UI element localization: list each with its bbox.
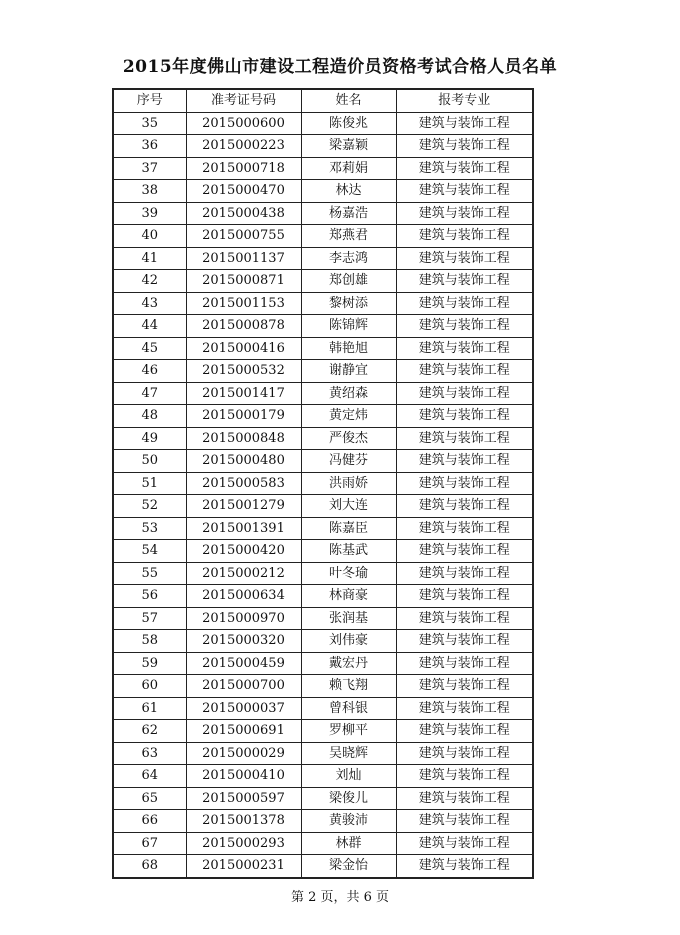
table-row bbox=[113, 787, 533, 810]
cell-major: 建筑与装饰工程 bbox=[396, 562, 533, 585]
cell-name: 刘灿 bbox=[301, 765, 396, 788]
cell-seq: 37 bbox=[113, 157, 186, 180]
cell-name: 刘伟豪 bbox=[301, 630, 396, 653]
cell-major: 建筑与装饰工程 bbox=[396, 810, 533, 833]
cell-seq: 45 bbox=[113, 337, 186, 360]
cell-ticket-number: 2015000848 bbox=[186, 427, 301, 450]
cell-major: 建筑与装饰工程 bbox=[396, 157, 533, 180]
cell-ticket-number: 2015000029 bbox=[186, 742, 301, 765]
cell-ticket-number: 2015001378 bbox=[186, 810, 301, 833]
cell-major: 建筑与装饰工程 bbox=[396, 517, 533, 540]
table-body bbox=[113, 112, 533, 878]
table-row bbox=[113, 832, 533, 855]
cell-ticket-number: 2015000970 bbox=[186, 607, 301, 630]
table-row bbox=[113, 157, 533, 180]
cell-name: 罗柳平 bbox=[301, 720, 396, 743]
cell-seq: 65 bbox=[113, 787, 186, 810]
cell-name: 黄定炜 bbox=[301, 405, 396, 428]
cell-major: 建筑与装饰工程 bbox=[396, 540, 533, 563]
table-row bbox=[113, 810, 533, 833]
cell-seq: 67 bbox=[113, 832, 186, 855]
table-row bbox=[113, 742, 533, 765]
cell-major: 建筑与装饰工程 bbox=[396, 697, 533, 720]
cell-name: 林商豪 bbox=[301, 585, 396, 608]
cell-major: 建筑与装饰工程 bbox=[396, 270, 533, 293]
table-row bbox=[113, 382, 533, 405]
cell-name: 梁俊儿 bbox=[301, 787, 396, 810]
cell-name: 黄绍森 bbox=[301, 382, 396, 405]
page-number: 第 2 页，共 6 页 bbox=[290, 890, 390, 905]
cell-name: 张润基 bbox=[301, 607, 396, 630]
table-row bbox=[113, 427, 533, 450]
cell-major: 建筑与装饰工程 bbox=[396, 472, 533, 495]
cell-name: 郑创雄 bbox=[301, 270, 396, 293]
cell-major: 建筑与装饰工程 bbox=[396, 427, 533, 450]
cell-ticket-number: 2015000179 bbox=[186, 405, 301, 428]
cell-ticket-number: 2015000420 bbox=[186, 540, 301, 563]
cell-ticket-number: 2015000416 bbox=[186, 337, 301, 360]
table-row bbox=[113, 450, 533, 473]
table-row bbox=[113, 540, 533, 563]
cell-ticket-number: 2015000871 bbox=[186, 270, 301, 293]
cell-name: 陈俊兆 bbox=[301, 112, 396, 135]
cell-major: 建筑与装饰工程 bbox=[396, 382, 533, 405]
cell-seq: 40 bbox=[113, 225, 186, 248]
cell-major: 建筑与装饰工程 bbox=[396, 135, 533, 158]
cell-seq: 50 bbox=[113, 450, 186, 473]
cell-major: 建筑与装饰工程 bbox=[396, 180, 533, 203]
cell-ticket-number: 2015000691 bbox=[186, 720, 301, 743]
cell-name: 严俊杰 bbox=[301, 427, 396, 450]
cell-major: 建筑与装饰工程 bbox=[396, 855, 533, 878]
cell-seq: 53 bbox=[113, 517, 186, 540]
cell-name: 黎树添 bbox=[301, 292, 396, 315]
cell-ticket-number: 2015000231 bbox=[186, 855, 301, 878]
cell-ticket-number: 2015000583 bbox=[186, 472, 301, 495]
cell-ticket-number: 2015000480 bbox=[186, 450, 301, 473]
cell-ticket-number: 2015000700 bbox=[186, 675, 301, 698]
cell-name: 韩艳旭 bbox=[301, 337, 396, 360]
cell-seq: 55 bbox=[113, 562, 186, 585]
header-major: 报考专业 bbox=[396, 89, 533, 112]
cell-major: 建筑与装饰工程 bbox=[396, 720, 533, 743]
cell-seq: 42 bbox=[113, 270, 186, 293]
cell-seq: 59 bbox=[113, 652, 186, 675]
cell-name: 谢静宜 bbox=[301, 360, 396, 383]
cell-ticket-number: 2015000212 bbox=[186, 562, 301, 585]
cell-name: 陈嘉臣 bbox=[301, 517, 396, 540]
table-row bbox=[113, 315, 533, 338]
cell-seq: 48 bbox=[113, 405, 186, 428]
cell-seq: 43 bbox=[113, 292, 186, 315]
cell-ticket-number: 2015000600 bbox=[186, 112, 301, 135]
cell-seq: 58 bbox=[113, 630, 186, 653]
cell-major: 建筑与装饰工程 bbox=[396, 112, 533, 135]
cell-name: 黄骏沛 bbox=[301, 810, 396, 833]
cell-name: 冯健芬 bbox=[301, 450, 396, 473]
cell-ticket-number: 2015001417 bbox=[186, 382, 301, 405]
cell-seq: 56 bbox=[113, 585, 186, 608]
table-row bbox=[113, 585, 533, 608]
table-row bbox=[113, 337, 533, 360]
header-ticket-number: 准考证号码 bbox=[186, 89, 301, 112]
cell-major: 建筑与装饰工程 bbox=[396, 405, 533, 428]
table-row bbox=[113, 630, 533, 653]
cell-major: 建筑与装饰工程 bbox=[396, 630, 533, 653]
table-row bbox=[113, 855, 533, 878]
cell-name: 林群 bbox=[301, 832, 396, 855]
cell-seq: 66 bbox=[113, 810, 186, 833]
header-name: 姓名 bbox=[301, 89, 396, 112]
table-row bbox=[113, 697, 533, 720]
cell-major: 建筑与装饰工程 bbox=[396, 247, 533, 270]
cell-ticket-number: 2015001137 bbox=[186, 247, 301, 270]
cell-major: 建筑与装饰工程 bbox=[396, 607, 533, 630]
table-row bbox=[113, 720, 533, 743]
cell-ticket-number: 2015000223 bbox=[186, 135, 301, 158]
cell-major: 建筑与装饰工程 bbox=[396, 585, 533, 608]
cell-name: 刘大连 bbox=[301, 495, 396, 518]
header-seq: 序号 bbox=[113, 89, 186, 112]
cell-major: 建筑与装饰工程 bbox=[396, 450, 533, 473]
table-row bbox=[113, 225, 533, 248]
cell-seq: 39 bbox=[113, 202, 186, 225]
cell-ticket-number: 2015000718 bbox=[186, 157, 301, 180]
table-row bbox=[113, 652, 533, 675]
cell-major: 建筑与装饰工程 bbox=[396, 832, 533, 855]
cell-major: 建筑与装饰工程 bbox=[396, 787, 533, 810]
cell-ticket-number: 2015000755 bbox=[186, 225, 301, 248]
cell-seq: 46 bbox=[113, 360, 186, 383]
cell-major: 建筑与装饰工程 bbox=[396, 202, 533, 225]
cell-name: 叶冬瑜 bbox=[301, 562, 396, 585]
cell-seq: 57 bbox=[113, 607, 186, 630]
cell-major: 建筑与装饰工程 bbox=[396, 225, 533, 248]
cell-major: 建筑与装饰工程 bbox=[396, 292, 533, 315]
cell-ticket-number: 2015000459 bbox=[186, 652, 301, 675]
table-row bbox=[113, 607, 533, 630]
cell-ticket-number: 2015001391 bbox=[186, 517, 301, 540]
table-row bbox=[113, 472, 533, 495]
table-row bbox=[113, 765, 533, 788]
cell-major: 建筑与装饰工程 bbox=[396, 315, 533, 338]
cell-ticket-number: 2015000438 bbox=[186, 202, 301, 225]
cell-ticket-number: 2015000410 bbox=[186, 765, 301, 788]
cell-seq: 60 bbox=[113, 675, 186, 698]
cell-seq: 52 bbox=[113, 495, 186, 518]
cell-seq: 64 bbox=[113, 765, 186, 788]
results-table bbox=[112, 88, 534, 879]
table-row bbox=[113, 405, 533, 428]
table-row bbox=[113, 517, 533, 540]
cell-major: 建筑与装饰工程 bbox=[396, 742, 533, 765]
cell-seq: 44 bbox=[113, 315, 186, 338]
cell-seq: 36 bbox=[113, 135, 186, 158]
cell-name: 梁金怡 bbox=[301, 855, 396, 878]
cell-name: 杨嘉浩 bbox=[301, 202, 396, 225]
cell-name: 梁嘉颖 bbox=[301, 135, 396, 158]
cell-major: 建筑与装饰工程 bbox=[396, 675, 533, 698]
table-row bbox=[113, 180, 533, 203]
cell-major: 建筑与装饰工程 bbox=[396, 495, 533, 518]
cell-ticket-number: 2015000634 bbox=[186, 585, 301, 608]
page-title: 2015年度佛山市建设工程造价员资格考试合格人员名单 bbox=[122, 57, 558, 77]
cell-seq: 47 bbox=[113, 382, 186, 405]
table-header-row bbox=[113, 89, 533, 112]
cell-name: 林达 bbox=[301, 180, 396, 203]
cell-seq: 51 bbox=[113, 472, 186, 495]
cell-seq: 35 bbox=[113, 112, 186, 135]
cell-ticket-number: 2015000293 bbox=[186, 832, 301, 855]
table-row bbox=[113, 360, 533, 383]
table-row bbox=[113, 135, 533, 158]
cell-seq: 54 bbox=[113, 540, 186, 563]
cell-major: 建筑与装饰工程 bbox=[396, 337, 533, 360]
cell-name: 曾科银 bbox=[301, 697, 396, 720]
cell-seq: 68 bbox=[113, 855, 186, 878]
cell-name: 郑燕君 bbox=[301, 225, 396, 248]
cell-major: 建筑与装饰工程 bbox=[396, 765, 533, 788]
cell-ticket-number: 2015001153 bbox=[186, 292, 301, 315]
cell-seq: 63 bbox=[113, 742, 186, 765]
cell-name: 戴宏丹 bbox=[301, 652, 396, 675]
table-row bbox=[113, 202, 533, 225]
table-row bbox=[113, 112, 533, 135]
cell-seq: 61 bbox=[113, 697, 186, 720]
table-row bbox=[113, 247, 533, 270]
cell-ticket-number: 2015000320 bbox=[186, 630, 301, 653]
cell-name: 赖飞翔 bbox=[301, 675, 396, 698]
cell-seq: 49 bbox=[113, 427, 186, 450]
cell-ticket-number: 2015000597 bbox=[186, 787, 301, 810]
cell-ticket-number: 2015000470 bbox=[186, 180, 301, 203]
table-row bbox=[113, 675, 533, 698]
cell-name: 邓莉娟 bbox=[301, 157, 396, 180]
cell-ticket-number: 2015001279 bbox=[186, 495, 301, 518]
cell-name: 李志鸿 bbox=[301, 247, 396, 270]
cell-ticket-number: 2015000532 bbox=[186, 360, 301, 383]
cell-major: 建筑与装饰工程 bbox=[396, 360, 533, 383]
table-row bbox=[113, 292, 533, 315]
cell-ticket-number: 2015000037 bbox=[186, 697, 301, 720]
cell-seq: 62 bbox=[113, 720, 186, 743]
table-row bbox=[113, 270, 533, 293]
table-row bbox=[113, 562, 533, 585]
cell-seq: 38 bbox=[113, 180, 186, 203]
table-row bbox=[113, 495, 533, 518]
cell-name: 陈锦辉 bbox=[301, 315, 396, 338]
cell-name: 洪雨娇 bbox=[301, 472, 396, 495]
cell-seq: 41 bbox=[113, 247, 186, 270]
cell-name: 陈基武 bbox=[301, 540, 396, 563]
cell-name: 吴晓辉 bbox=[301, 742, 396, 765]
cell-major: 建筑与装饰工程 bbox=[396, 652, 533, 675]
cell-ticket-number: 2015000878 bbox=[186, 315, 301, 338]
